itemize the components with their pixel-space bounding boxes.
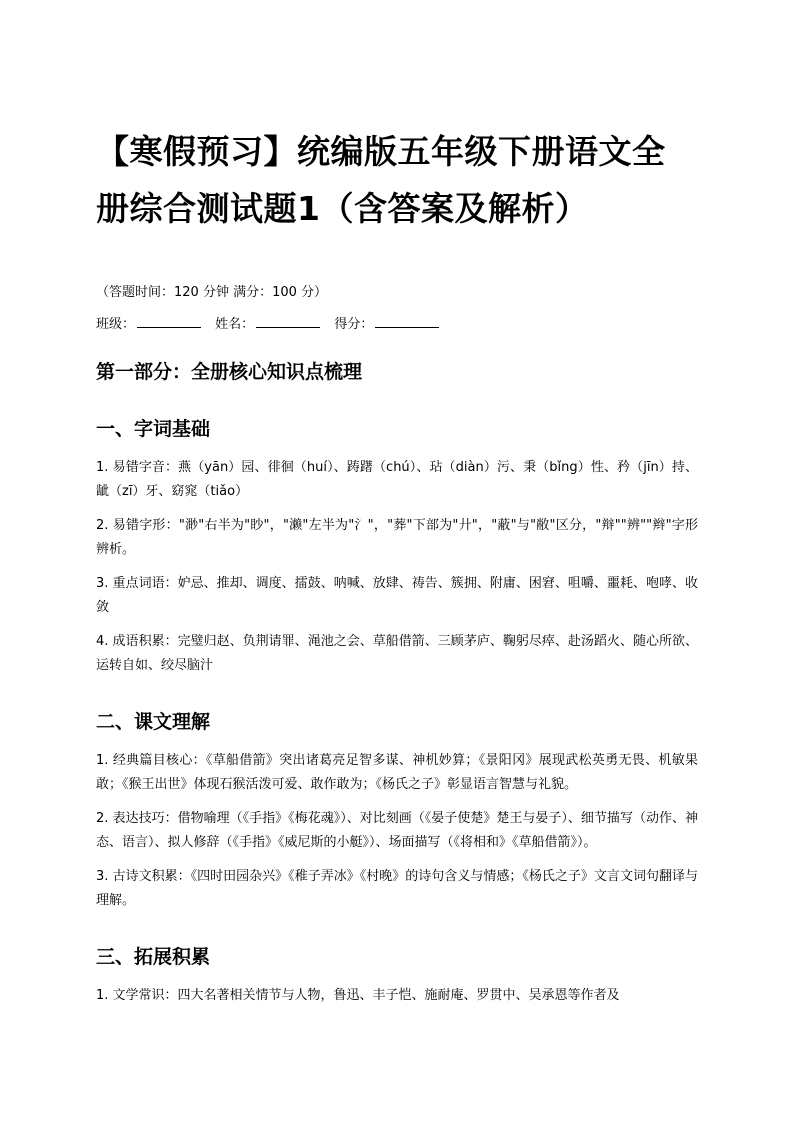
score-blank	[375, 316, 439, 328]
student-info-line	[96, 309, 698, 341]
list-item: 3. 古诗文积累：《四时田园杂兴》《稚子弄冰》《村晚》的诗句含义与情感；《杨氏之子》文言文词句翻译与理解。	[96, 869, 698, 908]
list-item: 4. 成语积累：完璧归赵、负荆请罪、渑池之会、草船借箭、三顾茅庐、鞠躬尽瘁、赴汤蹈火、随心所欲、运转自如、绞尽脑汁	[96, 634, 698, 673]
document-title: 【寒假预习】统编版五年级下册语文全册综合测试题1（含答案及解析）	[96, 132, 666, 228]
score-label: 得分：	[334, 317, 374, 332]
time-score-info: （答题时间：120 分钟 满分：100 分）	[96, 285, 328, 300]
section-title: 三、拓展积累	[96, 946, 211, 968]
class-blank	[137, 316, 201, 328]
list-item: 1. 易错字音：燕（yān）园、徘徊（huí）、踌躇（chú）、玷（diàn）污、秉（bǐng）性、矜（jīn）持、龇（zī）牙、窈窕（tiǎo）	[96, 460, 698, 499]
list-item: 2. 易错字形："渺"右半为"眇"，"濑"左半为"氵"，"葬"下部为"廾"，"蔽"与"敝"区分，"辩""辨""辫"字形辨析。	[96, 518, 698, 557]
section-title: 一、字词基础	[96, 418, 211, 440]
exam-meta	[96, 277, 698, 341]
class-label: 班级：	[96, 317, 136, 332]
part-title: 第一部分：全册核心知识点梳理	[96, 361, 363, 383]
list-item: 1. 经典篇目核心：《草船借箭》突出诸葛亮足智多谋、神机妙算；《景阳冈》展现武松英勇无畏、机敏果敢；《猴王出世》体现石猴活泼可爱、敢作敢为；《杨氏之子》彰显语言智慧与礼貌。	[96, 753, 698, 792]
name-blank	[256, 316, 320, 328]
list-item: 3. 重点词语：妒忌、推却、调度、擂鼓、呐喊、放肆、祷告、簇拥、附庸、困窘、咀嚼、噩耗、咆哮、收敛	[96, 576, 698, 615]
name-label: 姓名：	[215, 317, 255, 332]
section-title: 二、课文理解	[96, 711, 211, 733]
list-item: 2. 表达技巧：借物喻理（《手指》《梅花魂》）、对比刻画（《晏子使楚》楚王与晏子）、细节描写（动作、神态、语言）、拟人修辞（《手指》《威尼斯的小艇》）、场面描写（《将相和》《草船借箭》）。	[96, 811, 698, 850]
list-item: 1. 文学常识：四大名著相关情节与人物，鲁迅、丰子恺、施耐庵、罗贯中、吴承恩等作者及	[96, 988, 620, 1003]
